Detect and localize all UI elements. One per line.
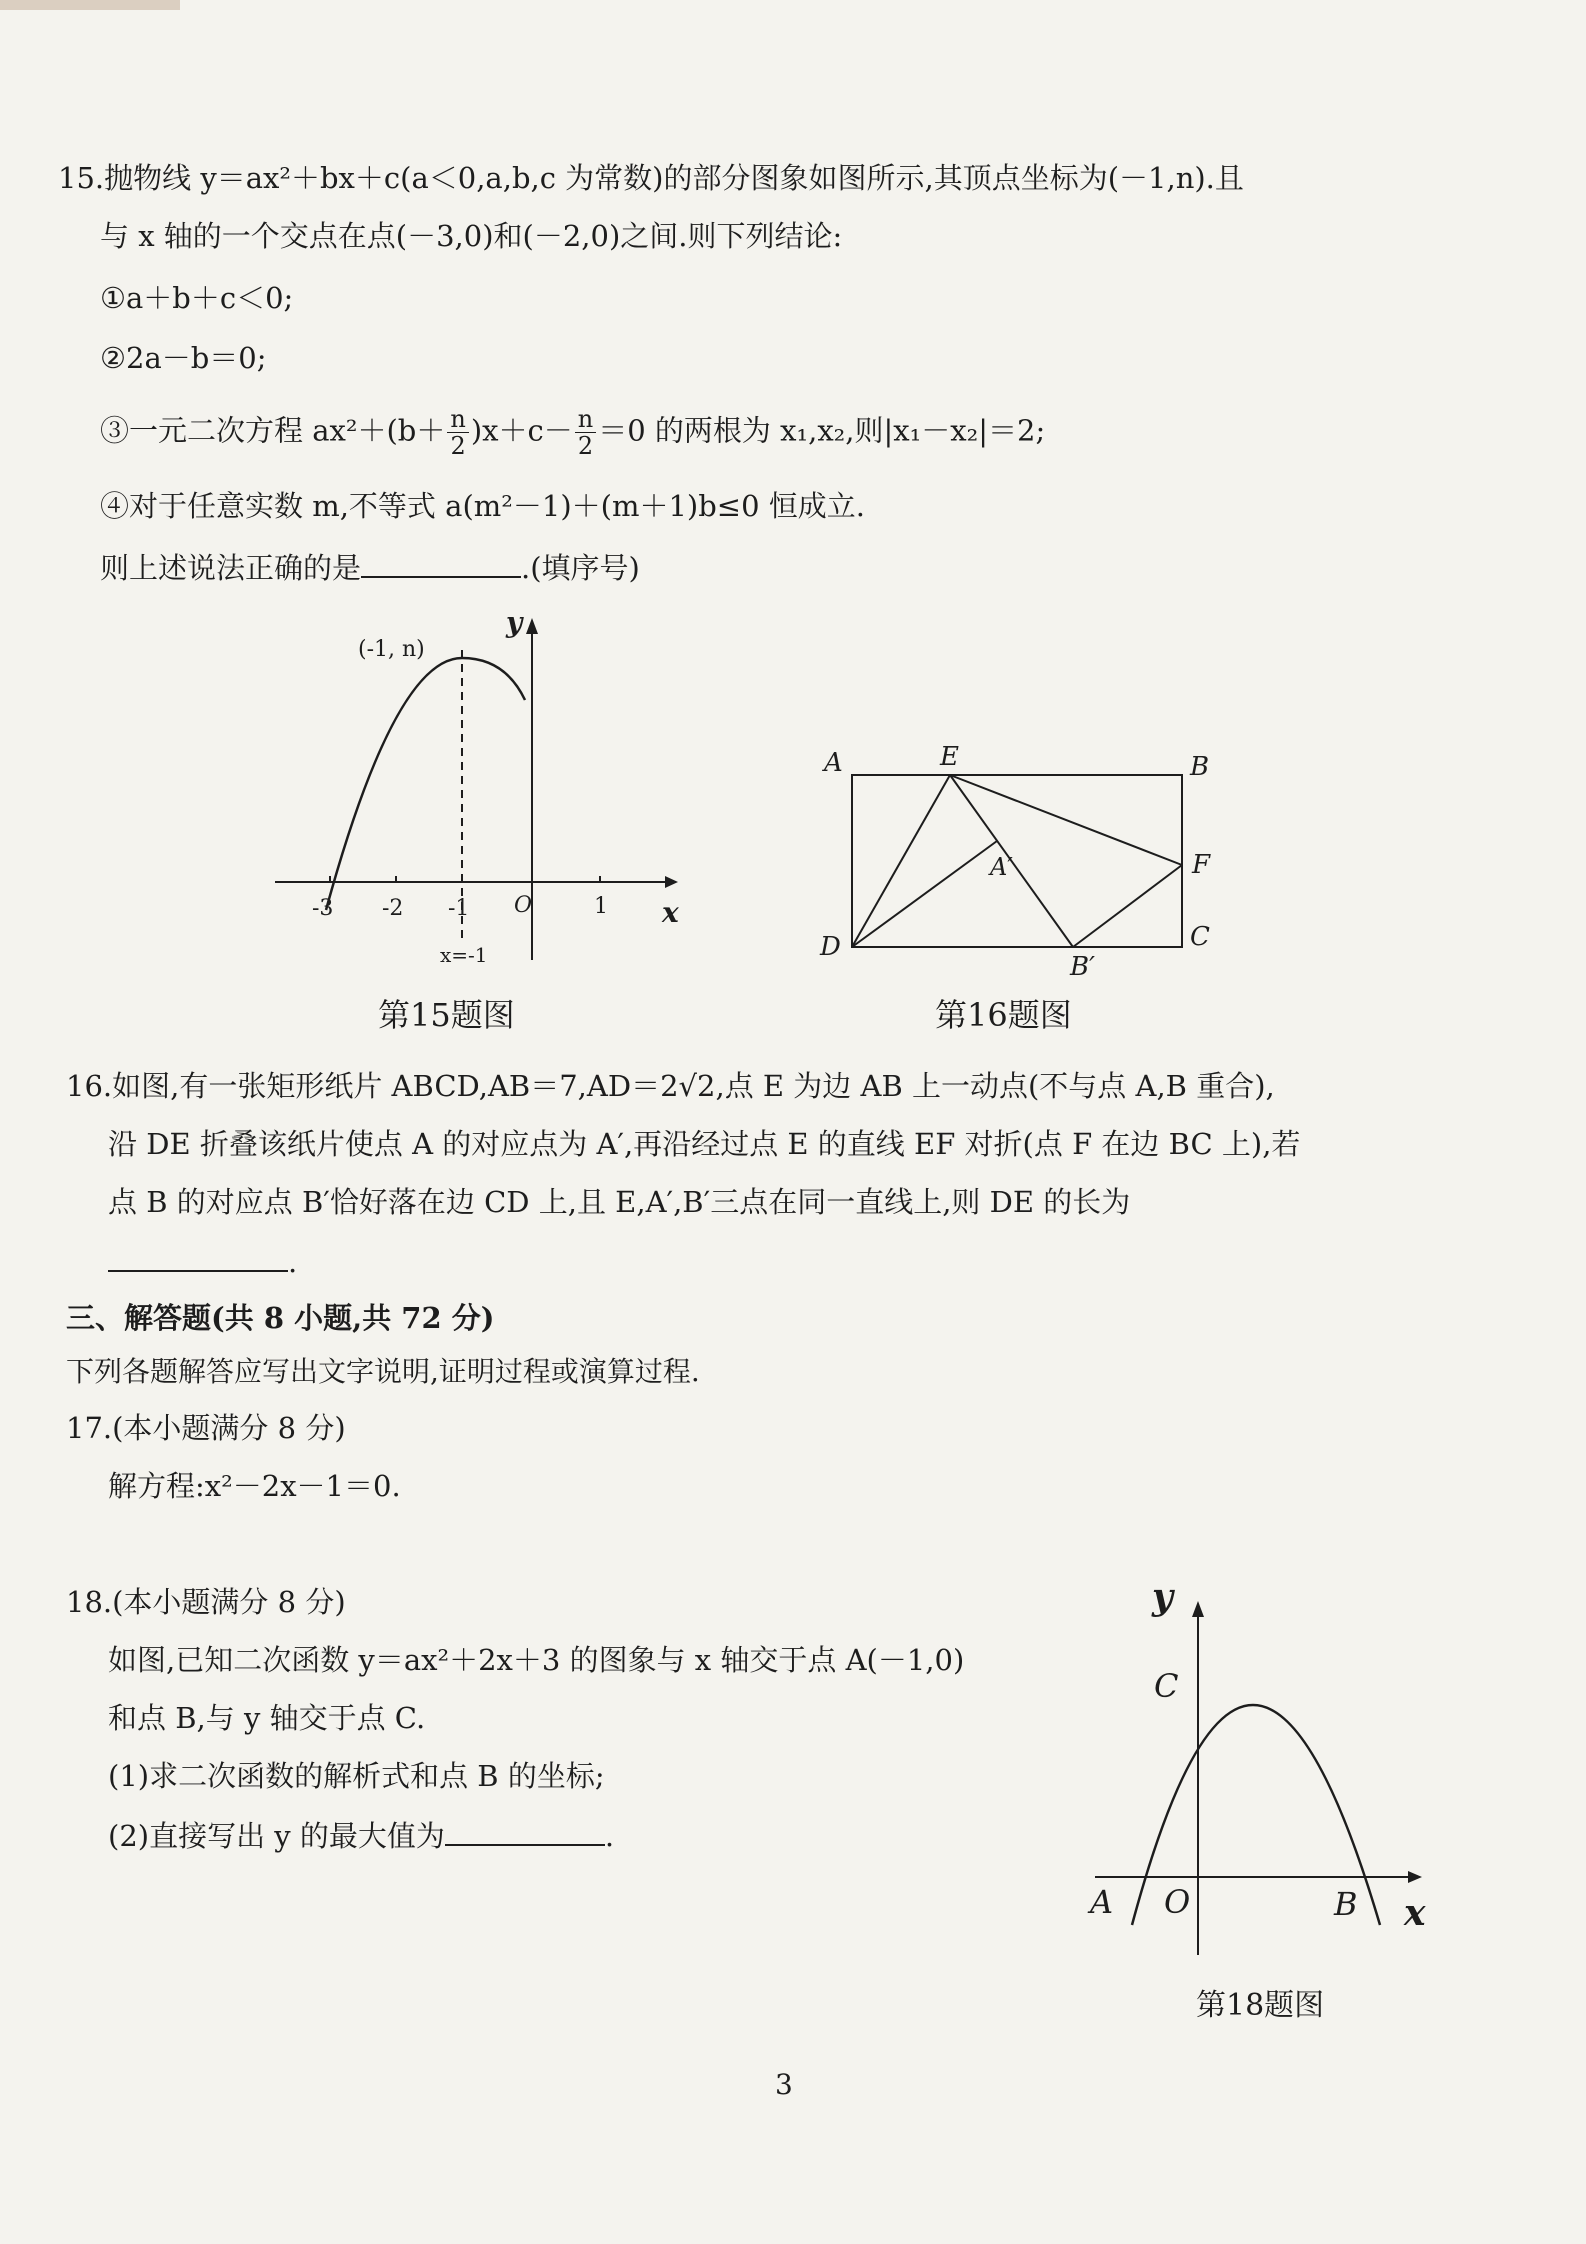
segment-da-prime <box>852 841 997 947</box>
origin-label: O <box>1164 1883 1191 1921</box>
fraction-n-over-2 <box>447 406 468 459</box>
x-axis-label: x <box>1404 1892 1426 1934</box>
q15-c3-pre: ③一元二次方程 ax²＋(b＋ <box>100 413 446 448</box>
tick-label-1: 1 <box>594 894 608 919</box>
y-axis-arrow <box>526 618 538 634</box>
point-c: C <box>1154 1667 1179 1705</box>
answer-blank-15[interactable] <box>361 546 521 578</box>
scan-edge-mark <box>0 0 180 10</box>
q15-c3-mid: )x＋c－ <box>470 413 573 448</box>
point-b: B <box>1334 1885 1358 1923</box>
figure-15-caption: 第15题图 <box>378 996 515 1034</box>
q15-text-1: 抛物线 y＝ax²＋bx＋c(a＜0,a,b,c 为常数)的部分图象如图所示,其顶点坐标为(－1,n).且 <box>104 161 1244 195</box>
q16-line2: 沿 DE 折叠该纸片使点 A 的对应点为 A′,再沿经过点 E 的直线 EF 对折(点 F 在边 BC 上),若 <box>108 1127 1301 1161</box>
symmetry-axis-note: x=-1 <box>440 943 488 967</box>
section-3-note: 下列各题解答应写出文字说明,证明过程或演算过程. <box>66 1355 700 1388</box>
q18-part2-post: . <box>604 1819 615 1853</box>
point-a: A <box>824 748 843 778</box>
q15-ask-pre: 则上述说法正确的是 <box>100 551 362 585</box>
x-axis-label: x <box>662 896 679 929</box>
point-d: D <box>820 932 841 962</box>
figure-16-rectangle-fold <box>810 735 1230 985</box>
parabola-curve <box>326 658 525 910</box>
q15-ask <box>100 546 640 588</box>
q18-title: 18.(本小题满分 8 分) <box>66 1585 346 1619</box>
x-axis-arrow <box>1408 1871 1422 1883</box>
answer-blank-18[interactable] <box>445 1814 605 1846</box>
fraction-n-over-2-second <box>575 406 596 459</box>
q18-part1: (1)求二次函数的解析式和点 B 的坐标; <box>108 1759 605 1793</box>
q16-line1: 16.如图,有一张矩形纸片 ABCD,AB＝7,AD＝2√2,点 E 为边 AB 上一动点(不与点 A,B 重合), <box>66 1069 1275 1103</box>
q15-line2: 与 x 轴的一个交点在点(－3,0)和(－2,0)之间.则下列结论: <box>100 219 843 253</box>
point-c: C <box>1190 922 1210 952</box>
q16-end: . <box>288 1245 298 1279</box>
frac-numerator: n <box>447 406 468 433</box>
y-axis-label: y <box>1152 1585 1173 1618</box>
q17-title: 17.(本小题满分 8 分) <box>66 1411 346 1445</box>
section-3-title: 三、解答题(共 8 小题,共 72 分) <box>66 1301 495 1335</box>
page-number: 3 <box>775 2068 793 2101</box>
figure-15-parabola <box>270 610 700 1000</box>
tick-label-neg2: -2 <box>382 896 404 921</box>
answer-blank-16[interactable] <box>108 1240 288 1272</box>
q16-line3: 点 B 的对应点 B′恰好落在边 CD 上,且 E,A′,B′三点在同一直线上,则 DE 的长为 <box>108 1185 1131 1219</box>
q16-answer-line <box>108 1240 297 1282</box>
q15-line1 <box>58 158 1244 198</box>
q15-c3-post: ＝0 的两根为 x₁,x₂,则|x₁－x₂|＝2; <box>598 413 1046 448</box>
point-f: F <box>1192 850 1211 880</box>
q15-ask-post: .(填序号) <box>521 551 640 585</box>
frac-denominator: 2 <box>450 432 466 460</box>
point-b-prime: B′ <box>1070 952 1096 982</box>
figure-18-caption: 第18题图 <box>1196 1988 1325 2023</box>
vertex-label: (-1, n) <box>358 637 425 662</box>
tick-label-neg1: -1 <box>448 896 470 921</box>
q18-part2-pre: (2)直接写出 y 的最大值为 <box>108 1819 445 1853</box>
x-axis-arrow <box>665 876 678 888</box>
point-b: B <box>1190 752 1210 782</box>
q18-line1: 如图,已知二次函数 y＝ax²＋2x＋3 的图象与 x 轴交于点 A(－1,0) <box>108 1643 965 1677</box>
figure-18-parabola <box>1080 1585 1440 1965</box>
point-e: E <box>940 742 959 772</box>
q18-line2: 和点 B,与 y 轴交于点 C. <box>108 1701 426 1735</box>
q15-conclusion-3 <box>100 406 1045 459</box>
figure-16-caption: 第16题图 <box>935 996 1072 1034</box>
frac-denominator-2: 2 <box>577 432 594 460</box>
segment-ef <box>950 775 1182 865</box>
segment-fb-prime <box>1073 865 1182 947</box>
q15-conclusion-4: ④对于任意实数 m,不等式 a(m²－1)＋(m＋1)b≤0 恒成立. <box>100 489 865 523</box>
point-a: A <box>1090 1883 1114 1921</box>
q17-body: 解方程:x²－2x－1＝0. <box>108 1469 401 1503</box>
y-axis-label: y <box>506 610 523 639</box>
q15-conclusion-1: ①a＋b＋c＜0; <box>100 281 294 315</box>
origin-label: O <box>514 893 533 918</box>
q18-part2 <box>108 1814 614 1856</box>
y-axis-arrow <box>1192 1601 1204 1617</box>
q15-number: 15. <box>58 161 105 195</box>
frac-numerator-2: n <box>575 406 596 433</box>
point-a-prime: A′ <box>990 853 1013 881</box>
segment-de <box>852 775 950 947</box>
q15-conclusion-2: ②2a－b＝0; <box>100 341 267 375</box>
tick-label-neg3: -3 <box>312 896 334 921</box>
